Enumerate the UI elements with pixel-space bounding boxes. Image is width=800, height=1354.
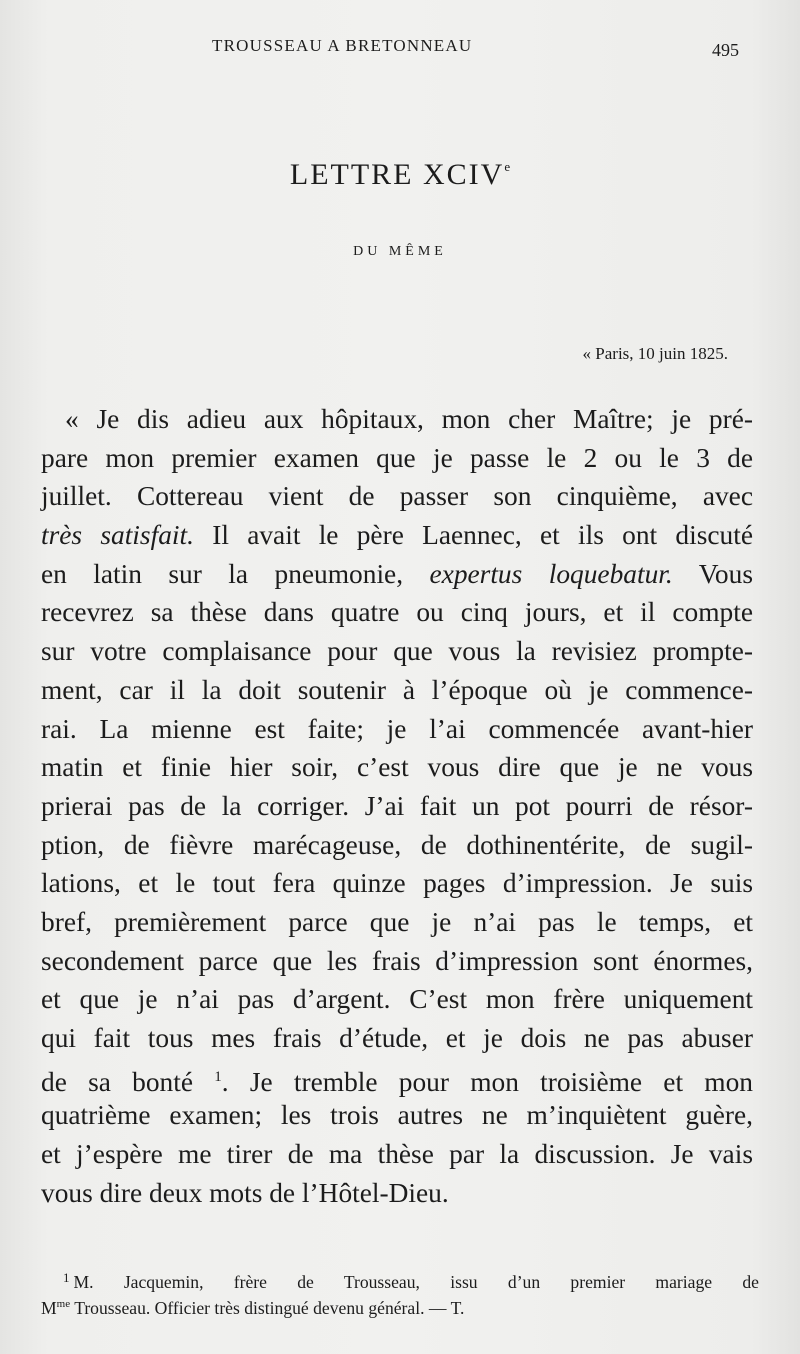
body-line bbox=[41, 555, 753, 594]
body-line: sur votre complaisance pour que vous la revisiez prompte- bbox=[41, 636, 753, 667]
footnote-text: Trousseau. Officier très distingué devenu général. — T. bbox=[70, 1298, 465, 1318]
body-text-segment: Il avait le père Laennec, et ils ont discuté bbox=[193, 520, 753, 551]
footnote bbox=[41, 1265, 759, 1317]
page-number: 495 bbox=[712, 40, 739, 60]
body-text-segment: . Je tremble pour mon troisième et mon bbox=[221, 1066, 753, 1097]
body-line: quatrième examen; les trois autres ne m’inquiètent guère, bbox=[41, 1100, 753, 1131]
running-head: TROUSSEAU A BRETONNEAU bbox=[212, 36, 473, 55]
italic-phrase: très satisfait. bbox=[41, 520, 194, 551]
body-line: et que je n’ai pas d’argent. C’est mon frère uniquement bbox=[41, 984, 753, 1015]
body-line: ption, de fièvre marécageuse, de dothinentérite, de sugil- bbox=[41, 829, 753, 860]
letter-subtitle: DU MÊME bbox=[353, 244, 447, 259]
body-line: qui fait tous mes frais d’étude, et je dois ne pas abuser bbox=[41, 1023, 753, 1053]
body-line: rai. La mienne est faite; je l’ai commencée avant-hier bbox=[41, 713, 753, 744]
footnote-number: 1 bbox=[63, 1270, 70, 1285]
letter-body bbox=[41, 400, 753, 1212]
footnote-text: M bbox=[41, 1298, 57, 1318]
footnote-reference: 1 bbox=[214, 1068, 222, 1085]
body-line bbox=[41, 1058, 753, 1097]
body-text-segment: de sa bonté bbox=[41, 1066, 215, 1097]
letter-dateline: « Paris, 10 juin 1825. bbox=[582, 344, 728, 363]
body-line: ment, car il la doit soutenir à l’époque où je commence- bbox=[41, 674, 753, 705]
italic-phrase: expertus loquebatur. bbox=[429, 558, 673, 589]
body-line: juillet. Cottereau vient de passer son cinquième, avec bbox=[41, 481, 753, 512]
body-line: matin et finie hier soir, c’est vous dire que je ne vous bbox=[41, 752, 753, 783]
letter-title-text: LETTRE XCIV bbox=[289, 158, 505, 191]
body-line: vous dire deux mots de l’Hôtel-Dieu. bbox=[41, 1177, 449, 1208]
body-line: « Je dis adieu aux hôpitaux, mon cher Maître; je pré- bbox=[65, 404, 753, 434]
body-line bbox=[41, 516, 753, 555]
body-line: et j’espère me tirer de ma thèse par la discussion. Je vais bbox=[41, 1139, 753, 1170]
footnote-text: M. Jacquemin, frère de Trousseau, issu d’un premier mariage de bbox=[73, 1272, 759, 1292]
body-line: secondement parce que les frais d’impression sont énormes, bbox=[41, 945, 753, 976]
body-line: prierai pas de la corriger. J’ai fait un pot pourri de résor- bbox=[41, 790, 753, 821]
letter-title bbox=[0, 158, 800, 192]
footnote-line bbox=[41, 1291, 759, 1317]
body-line: lations, et le tout fera quinze pages d’impression. Je suis bbox=[41, 868, 753, 899]
letter-title-superscript: e bbox=[504, 159, 511, 174]
body-line: bref, premièrement parce que je n’ai pas le temps, et bbox=[41, 906, 753, 937]
body-line: recevrez sa thèse dans quatre ou cinq jours, et il compte bbox=[41, 597, 753, 628]
body-text-segment: Vous bbox=[672, 558, 753, 589]
footnote-superscript: me bbox=[56, 1298, 71, 1310]
body-line: pare mon premier examen que je passe le 2 ou le 3 de bbox=[41, 442, 753, 473]
body-text-segment: en latin sur la pneumonie, bbox=[41, 558, 430, 589]
footnote-line bbox=[41, 1265, 759, 1291]
